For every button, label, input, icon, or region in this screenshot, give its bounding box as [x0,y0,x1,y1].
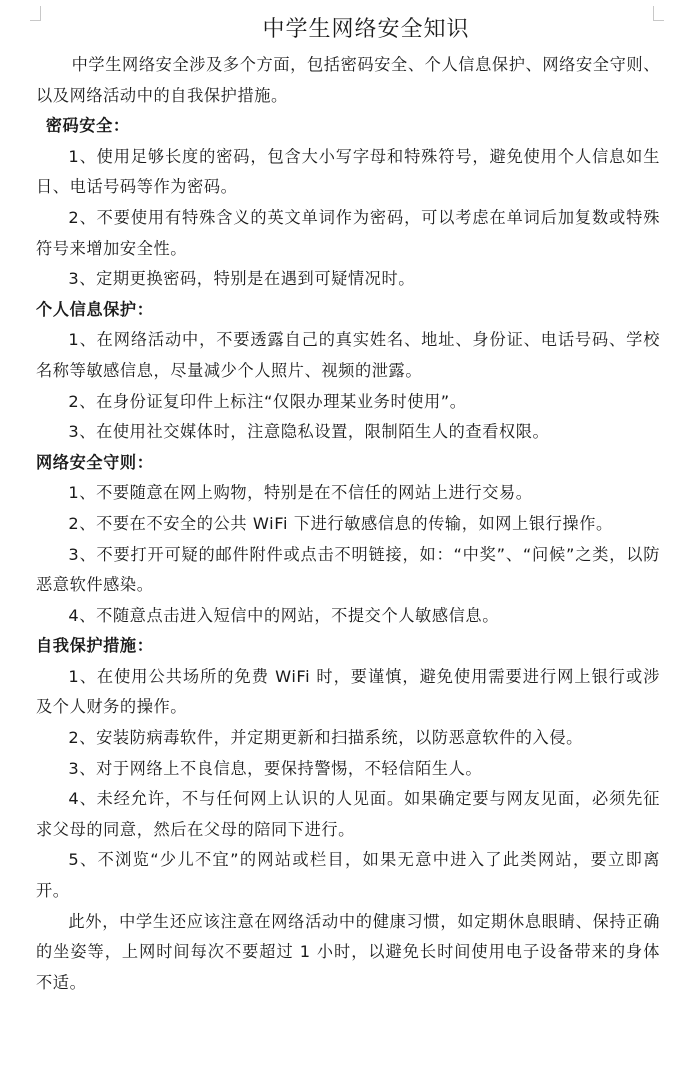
security-rules-item-3: 3、不要打开可疑的邮件附件或点击不明链接，如：“中奖”、“问候”之类，以防恶意软件感染。 [36,544,660,595]
personal-info-item-1: 1、在网络活动中，不要透露自己的真实姓名、地址、身份证、电话号码、学校名称等敏感信息，尽量减少个人照片、视频的泄露。 [36,330,660,380]
section-heading-personal-info: 个人信息保护： [36,299,154,319]
security-rules-item-4: 4、不随意点击进入短信中的网站，不提交个人敏感信息。 [68,605,499,625]
section-heading-password: 密码安全： [45,116,130,136]
personal-info-item-2: 2、在身份证复印件上标注“仅限办理某业务时使用”。 [68,391,467,411]
page-corner-mark-right [653,6,664,21]
self-protection-item-1: 1、在使用公共场所的免费 WiFi 时，要谨慎，避免使用需要进行网上银行或涉及个人财务的操作。 [36,666,660,717]
security-rules-item-1: 1、不要随意在网上购物，特别是在不信任的网站上进行交易。 [68,483,533,503]
section-heading-security-rules: 网络安全守则： [36,452,154,472]
intro-paragraph: 中学生网络安全涉及多个方面，包括密码安全、个人信息保护、网络安全守则、以及网络活动中的自我保护措施。 [36,55,660,105]
password-item-3: 3、定期更换密码，特别是在遇到可疑情况时。 [68,269,416,289]
security-rules-item-2: 2、不要在不安全的公共 WiFi 下进行敏感信息的传输，如网上银行操作。 [68,513,613,533]
password-item-2: 2、不要使用有特殊含义的英文单词作为密码，可以考虑在单词后加复数或特殊符号来增加安全性。 [36,207,660,258]
document-title: 中学生网络安全知识 [262,17,470,42]
self-protection-item-2: 2、安装防病毒软件，并定期更新和扫描系统，以防恶意软件的入侵。 [68,728,583,748]
self-protection-item-5: 5、不浏览“少儿不宜”的网站或栏目，如果无意中进入了此类网站，要立即离开。 [36,850,660,901]
personal-info-item-3: 3、在使用社交媒体时，注意隐私设置，限制陌生人的查看权限。 [68,422,550,442]
page-corner-mark-left [30,6,41,21]
self-protection-item-4: 4、未经允许，不与任何网上认识的人见面。如果确定要与网友见面，必须先征求父母的同意，然后在父母的陪同下进行。 [36,789,660,839]
password-item-1: 1、使用足够长度的密码，包含大小写字母和特殊符号，避免使用个人信息如生日、电话号码等作为密码。 [36,146,660,197]
self-protection-item-3: 3、对于网络上不良信息，要保持警惕，不轻信陌生人。 [68,758,483,778]
section-heading-self-protection: 自我保护措施： [36,636,154,656]
closing-paragraph: 此外，中学生还应该注意在网络活动中的健康习惯，如定期休息眼睛、保持正确的坐姿等，上网时间每次不要超过 1 小时，以避免长时间使用电子设备带来的身体不适。 [36,911,660,992]
